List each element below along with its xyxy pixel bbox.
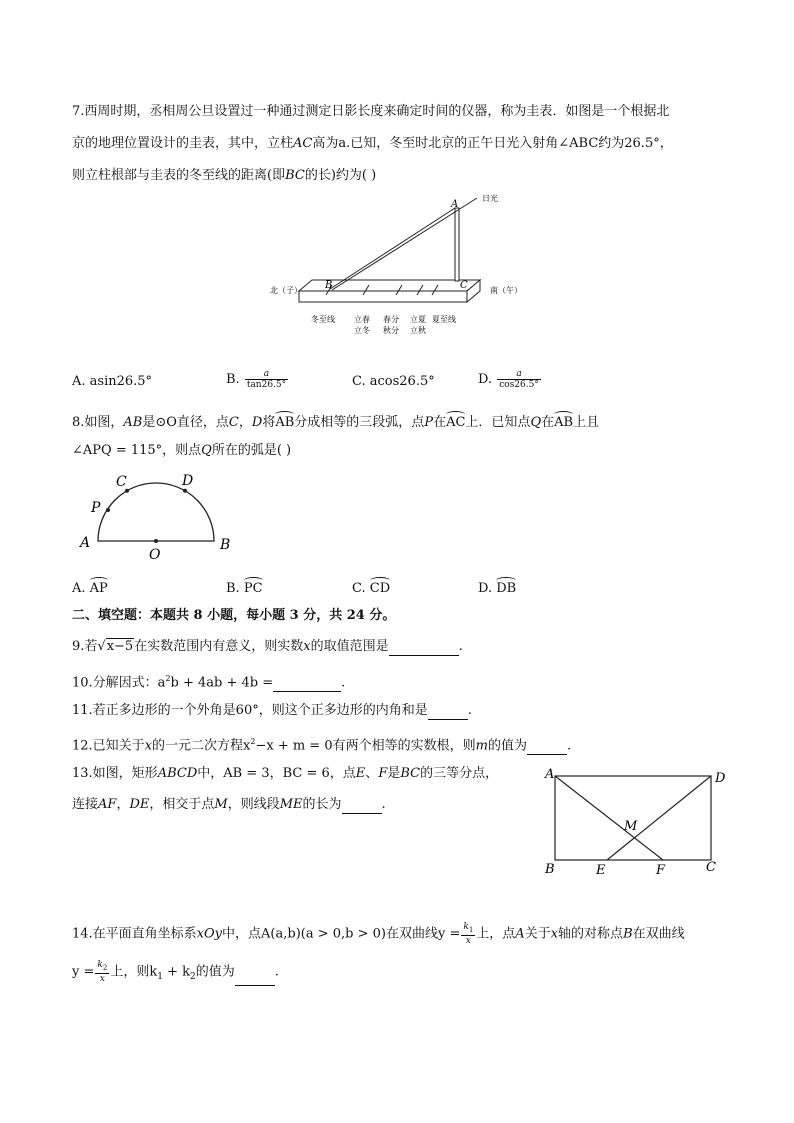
q7-mark-winter: 冬至线 bbox=[311, 315, 335, 324]
q8-label-a: A bbox=[80, 535, 91, 551]
q8-label-b: B bbox=[220, 537, 231, 553]
q7-label-sunlight: 日光 bbox=[482, 194, 498, 203]
q7-option-d[interactable]: D. $\frac{a}{\cos 26.5^\circ}$ bbox=[478, 369, 539, 390]
q13-line1: 13.如图，矩形ABCD中，AB = 3，BC = 6，点E、F是BC的三等分点， bbox=[72, 766, 499, 781]
q7-line1: 7.西周时期，丞相周公旦设置过一种通过测定日影长度来确定时间的仪器，称为圭表．如图是一个根据北 bbox=[72, 104, 670, 119]
q14-line1: 14.在平面直角坐标系xOy中，点A(a,b)(a > 0,b > 0)在双曲线y = $\frac{k_1}{x}$ 上，点A关于x轴的对称点B在双曲线 bbox=[72, 922, 685, 946]
q13-label-e: E bbox=[596, 863, 606, 878]
q8-semicircle-figure bbox=[72, 470, 242, 562]
q8-label-p: P bbox=[91, 500, 101, 516]
q13-rectangle-figure bbox=[540, 762, 730, 880]
q7-option-a[interactable]: A. asin26.5° bbox=[72, 374, 153, 389]
q8-label-d: D bbox=[182, 473, 194, 489]
q14-line2: y = $\frac{k_2}{x}$ 上，则$k_1 + k_2$的值为 . bbox=[72, 960, 279, 986]
q8-label-c: C bbox=[116, 474, 127, 490]
q7-mark-2-bot: 立冬 bbox=[354, 326, 370, 335]
q7-label-a: A bbox=[451, 199, 459, 210]
q13-label-b: B bbox=[545, 862, 555, 877]
q7-mark-4-bot: 立秋 bbox=[410, 326, 426, 335]
q7-label-b: B bbox=[325, 280, 333, 291]
q13-label-a: A bbox=[545, 767, 555, 782]
q7-mark-summer: 夏至线 bbox=[432, 315, 456, 324]
q8-line1: 8.如图，AB是⊙O直径，点C，D将AB分成相等的三段弧，点P在AC上．已知点Q在AB上且 bbox=[72, 411, 599, 432]
q7-gnomon-figure bbox=[262, 190, 522, 340]
q13-answer-blank[interactable] bbox=[342, 799, 382, 814]
q7-label-c: C bbox=[460, 280, 468, 291]
q7-mark-3-bot: 秋分 bbox=[383, 326, 399, 335]
q14-answer-blank[interactable] bbox=[235, 971, 275, 986]
q8-option-c[interactable]: C. CD bbox=[352, 577, 390, 598]
q7-option-b[interactable]: B. $\frac{a}{\tan 26.5^\circ}$ bbox=[226, 369, 287, 390]
q7-label-south: 南（午） bbox=[490, 286, 522, 295]
q10-answer-blank[interactable] bbox=[273, 677, 341, 692]
q7-mark-2-top: 立春 bbox=[354, 315, 370, 324]
q9-answer-blank[interactable] bbox=[389, 641, 459, 656]
q12-line: 12.已知关于x的一元二次方程$x^2-x + m = 0$有两个相等的实数根，则m的值为 . bbox=[72, 737, 572, 754]
q8-option-d[interactable]: D. DB bbox=[478, 577, 516, 598]
q13-label-f: F bbox=[656, 863, 666, 878]
q7-mark-3-top: 春分 bbox=[383, 315, 399, 324]
q7-mark-4-top: 立夏 bbox=[410, 315, 426, 324]
q11-line: 11.若正多边形的一个外角是60°，则这个正多边形的内角和是 . bbox=[72, 703, 472, 718]
q13-label-m: M bbox=[624, 819, 638, 834]
q8-option-b[interactable]: B. PC bbox=[226, 577, 263, 598]
q13-label-d: D bbox=[715, 771, 726, 786]
q7-line3: 则立柱根部与圭表的冬至线的距离(即BC的长)约为( ) bbox=[72, 168, 377, 183]
q7-option-c[interactable]: C. acos26.5° bbox=[352, 374, 435, 389]
q11-answer-blank[interactable] bbox=[428, 705, 468, 720]
q8-line2: ∠APQ = 115°，则点Q所在的弧是( ) bbox=[72, 443, 292, 458]
q7-label-north: 北（子） bbox=[270, 286, 302, 295]
q8-option-a[interactable]: A. AP bbox=[72, 577, 108, 598]
q13-label-c: C bbox=[706, 860, 716, 875]
q10-line: 10.分解因式：$a^2b + 4ab + 4b$ = . bbox=[72, 674, 346, 691]
q13-line2: 连接AF，DE，相交于点M，则线段ME的长为 . bbox=[72, 797, 386, 812]
q9-line: 9.若√x−5在实数范围内有意义，则实数x的取值范围是 . bbox=[72, 639, 463, 654]
section-title: 二、填空题：本题共 8 小题，每小题 3 分，共 24 分。 bbox=[72, 608, 396, 623]
q7-line2: 京的地理位置设计的圭表，其中，立柱AC高为a.已知，冬至时北京的正午日光入射角∠ABC约为26.5°， bbox=[72, 136, 673, 151]
q12-answer-blank[interactable] bbox=[527, 740, 567, 755]
q8-label-o: O bbox=[149, 547, 161, 563]
